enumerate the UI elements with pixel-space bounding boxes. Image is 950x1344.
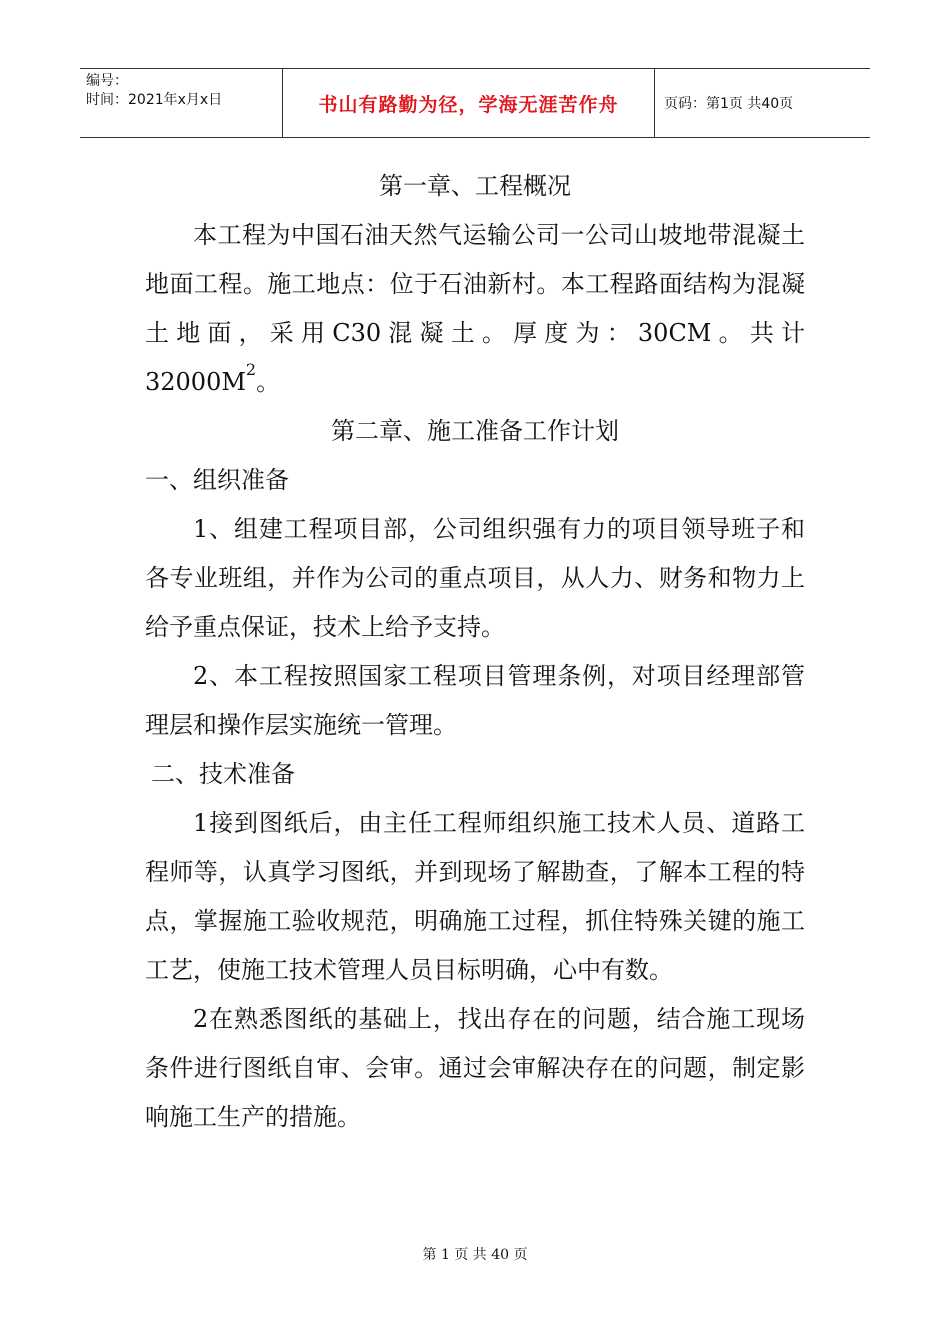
overview-text: 本工程为中国石油天然气运输公司一公司山坡地带混凝土地面工程。施工地点：位于石油新村。本工程路面结构为混凝土地面，采用C30混凝土。厚度为：30CM。共计32000M	[145, 221, 805, 396]
header-meta	[80, 69, 283, 137]
motto-text: 书山有路勤为径，学海无涯苦作舟	[318, 93, 619, 116]
overview-paragraph	[145, 211, 805, 407]
area-exponent: 2	[245, 360, 257, 379]
section-1-item-2: 2、本工程按照国家工程项目管理条例，对项目经理部管理层和操作层实施统一管理。	[145, 662, 805, 739]
date-label: 时间：2021年x月x日	[86, 92, 223, 108]
section-2-item-2: 2在熟悉图纸的基础上，找出存在的问题，结合施工现场条件进行图纸自审、会审。通过会审解决存在的问题，制定影响施工生产的措施。	[145, 1005, 805, 1131]
page-footer	[0, 1244, 950, 1264]
footer-page-number: 第 1 页 共 40 页	[422, 1247, 528, 1263]
section-1-title: 一、组织准备	[145, 466, 289, 494]
document-body	[145, 162, 805, 1142]
doc-number-label: 编号：	[86, 73, 128, 89]
section-2-title: 二、技术准备	[151, 760, 295, 788]
section-2-item-1: 1接到图纸后，由主任工程师组织施工技术人员、道路工程师等，认真学习图纸，并到现场了解勘查，了解本工程的特点，掌握施工验收规范，明确施工过程，抓住特殊关键的施工工艺，使施工技术管理人员目标明确，心中有数。	[145, 809, 805, 984]
chapter-1-title: 第一章、工程概况	[379, 172, 571, 200]
document-header	[80, 68, 870, 138]
header-motto-cell	[283, 69, 655, 137]
chapter-2-title: 第二章、施工准备工作计划	[331, 417, 619, 445]
header-page-cell	[655, 69, 870, 137]
section-1-item-1: 1、组建工程项目部，公司组织强有力的项目领导班子和各专业班组，并作为公司的重点项目，从人力、财务和物力上给予重点保证，技术上给予支持。	[145, 515, 805, 641]
page-info: 页码：第1页 共40页	[664, 96, 794, 112]
overview-end: 。	[256, 368, 281, 396]
